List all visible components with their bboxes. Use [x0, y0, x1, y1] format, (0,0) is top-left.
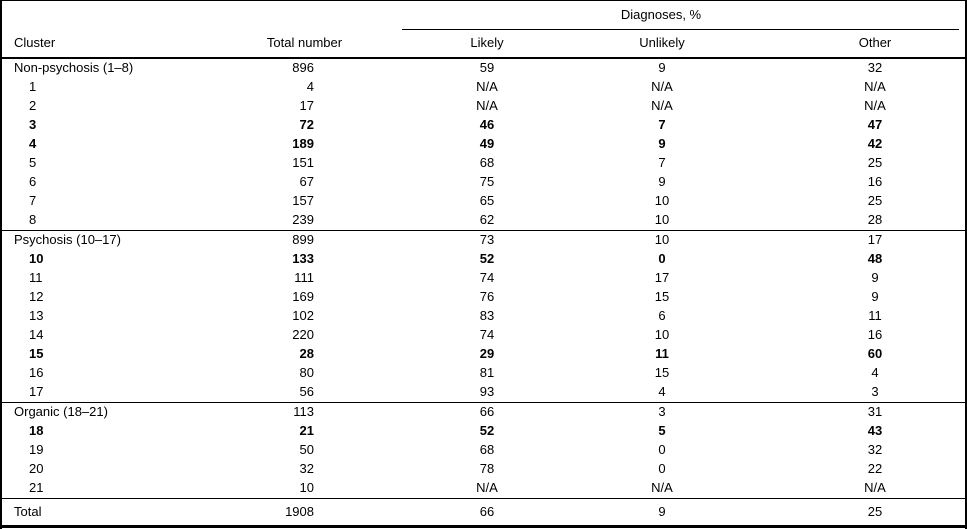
table-row [2, 422, 965, 441]
table-header [2, 1, 965, 58]
total-number-cell: 21 [299, 423, 314, 439]
total-number-cell: 10 [299, 480, 314, 496]
cluster-cell: 1 [29, 79, 37, 95]
cluster-cell: 17 [29, 384, 44, 400]
unlikely-cell: N/A [651, 98, 673, 114]
other-cell: 25 [867, 193, 883, 209]
table-row [2, 154, 965, 173]
unlikely-cell: 10 [654, 193, 670, 209]
table-row [2, 231, 965, 251]
likely-cell: 52 [479, 251, 495, 267]
total-number-cell: 102 [292, 308, 314, 324]
cluster-cell: 5 [29, 155, 37, 171]
unlikely-cell: 9 [658, 136, 666, 152]
other-cell: 17 [752, 231, 965, 251]
other-cell: N/A [864, 98, 886, 114]
other-cell: 32 [867, 442, 883, 458]
other-cell: 9 [871, 289, 879, 305]
cluster-cell: 15 [29, 346, 44, 362]
likely-cell: 29 [479, 346, 495, 362]
table-row [2, 250, 965, 269]
empty-header-cell [202, 1, 357, 30]
unlikely-cell: 0 [658, 251, 666, 267]
column-header-row [2, 30, 965, 58]
other-cell: 16 [867, 174, 883, 190]
table-row [2, 58, 965, 78]
cluster-cell: 4 [29, 136, 37, 152]
other-cell: 25 [752, 499, 965, 527]
other-cell: 47 [867, 117, 883, 133]
column-header-cluster: Cluster [2, 30, 202, 58]
cluster-cell: 7 [29, 193, 37, 209]
cluster-cell: Organic (18–21) [2, 403, 202, 423]
unlikely-cell: N/A [651, 79, 673, 95]
cluster-cell: Total [2, 499, 202, 527]
unlikely-cell: 17 [654, 270, 670, 286]
unlikely-cell: 3 [572, 403, 752, 423]
table-row [2, 192, 965, 211]
cluster-cell: 12 [29, 289, 44, 305]
other-cell: 28 [867, 212, 883, 228]
cluster-cell: 13 [29, 308, 44, 324]
total-number-cell: 899 [202, 231, 357, 251]
unlikely-cell: 15 [654, 365, 670, 381]
cluster-cell: Psychosis (10–17) [2, 231, 202, 251]
table-row [2, 97, 965, 116]
other-cell: 16 [867, 327, 883, 343]
likely-cell: 66 [357, 403, 572, 423]
other-cell: 31 [752, 403, 965, 423]
total-number-cell: 157 [292, 193, 314, 209]
likely-cell: 74 [479, 327, 495, 343]
unlikely-cell: 9 [572, 499, 752, 527]
empty-header-cell [2, 1, 202, 30]
likely-cell: 81 [479, 365, 495, 381]
unlikely-cell: 10 [654, 212, 670, 228]
total-number-cell: 80 [299, 365, 314, 381]
unlikely-cell: 15 [654, 289, 670, 305]
cluster-cell: 14 [29, 327, 44, 343]
other-cell: N/A [864, 79, 886, 95]
total-number-cell: 1908 [202, 499, 357, 527]
other-cell: 4 [871, 365, 879, 381]
likely-cell: 93 [479, 384, 495, 400]
likely-cell: 68 [479, 442, 495, 458]
total-number-cell: 151 [292, 155, 314, 171]
cluster-cell: 10 [29, 251, 44, 267]
likely-cell: 83 [479, 308, 495, 324]
likely-cell: 68 [479, 155, 495, 171]
unlikely-cell: 9 [572, 58, 752, 78]
total-number-cell: 111 [294, 270, 314, 286]
other-cell: 48 [867, 251, 883, 267]
table-row [2, 499, 965, 527]
total-number-cell: 67 [299, 174, 314, 190]
likely-cell: 46 [479, 117, 495, 133]
total-number-cell: 28 [299, 346, 314, 362]
cluster-cell: 18 [29, 423, 44, 439]
table-row [2, 403, 965, 423]
other-cell: 32 [752, 58, 965, 78]
table-row [2, 460, 965, 479]
table-row [2, 479, 965, 499]
unlikely-cell: 10 [572, 231, 752, 251]
likely-cell: 65 [479, 193, 495, 209]
likely-cell: N/A [476, 79, 498, 95]
table-row [2, 135, 965, 154]
cluster-cell: 19 [29, 442, 44, 458]
likely-cell: 62 [479, 212, 495, 228]
total-number-cell: 50 [299, 442, 314, 458]
unlikely-cell: 10 [654, 327, 670, 343]
total-number-cell: 169 [292, 289, 314, 305]
total-number-cell: 239 [292, 212, 314, 228]
diagnoses-group-label: Diagnoses, % [620, 7, 702, 23]
unlikely-cell: 4 [658, 384, 666, 400]
likely-cell: 76 [479, 289, 495, 305]
column-header-total-number: Total number [202, 30, 357, 58]
table-row [2, 326, 965, 345]
other-cell: 60 [867, 346, 883, 362]
other-cell: 43 [867, 423, 883, 439]
other-cell: 11 [868, 308, 882, 324]
unlikely-cell: 7 [658, 155, 666, 171]
likely-cell: 74 [479, 270, 495, 286]
column-header-likely: Likely [357, 30, 572, 58]
group-header-rule [402, 29, 959, 30]
total-number-cell: 189 [292, 136, 314, 152]
likely-cell: 78 [479, 461, 495, 477]
table-row [2, 269, 965, 288]
unlikely-cell: 9 [658, 174, 666, 190]
table-body [2, 58, 965, 527]
cluster-cell: 21 [29, 480, 44, 496]
table-row [2, 383, 965, 403]
table-row [2, 173, 965, 192]
unlikely-cell: 7 [658, 117, 666, 133]
cluster-cell: 6 [29, 174, 37, 190]
unlikely-cell: N/A [651, 480, 673, 496]
other-cell: 22 [867, 461, 883, 477]
column-header-other: Other [752, 30, 965, 58]
other-cell: 42 [867, 136, 883, 152]
other-cell: 9 [871, 270, 879, 286]
likely-cell: 75 [479, 174, 495, 190]
total-number-cell: 4 [306, 79, 314, 95]
cluster-cell: 8 [29, 212, 37, 228]
cluster-cell: 2 [29, 98, 37, 114]
other-cell: N/A [864, 480, 886, 496]
diagnoses-group-header [357, 1, 965, 30]
likely-cell: N/A [476, 98, 498, 114]
table-row [2, 441, 965, 460]
cluster-cell: 3 [29, 117, 37, 133]
unlikely-cell: 0 [658, 461, 666, 477]
clusters-diagnoses-table [2, 1, 965, 528]
table-row [2, 288, 965, 307]
cluster-cell: 16 [29, 365, 44, 381]
likely-cell: 66 [357, 499, 572, 527]
table-row [2, 345, 965, 364]
total-number-cell: 32 [299, 461, 314, 477]
likely-cell: 52 [479, 423, 495, 439]
table-row [2, 211, 965, 231]
table-row [2, 307, 965, 326]
total-number-cell: 896 [202, 58, 357, 78]
cluster-cell: 20 [29, 461, 44, 477]
likely-cell: N/A [476, 480, 498, 496]
total-number-cell: 17 [299, 98, 314, 114]
cluster-cell: Non-psychosis (1–8) [2, 58, 202, 78]
total-number-cell: 72 [299, 117, 314, 133]
total-number-cell: 113 [202, 403, 357, 423]
group-header-row [2, 1, 965, 30]
unlikely-cell: 5 [658, 423, 666, 439]
total-number-cell: 56 [299, 384, 314, 400]
unlikely-cell: 11 [655, 346, 669, 362]
likely-cell: 59 [357, 58, 572, 78]
unlikely-cell: 6 [658, 308, 666, 324]
other-cell: 25 [867, 155, 883, 171]
column-header-unlikely: Unlikely [572, 30, 752, 58]
likely-cell: 49 [479, 136, 495, 152]
table-row [2, 78, 965, 97]
total-number-cell: 220 [292, 327, 314, 343]
table-row [2, 364, 965, 383]
other-cell: 3 [871, 384, 879, 400]
cluster-cell: 11 [29, 270, 43, 286]
total-number-cell: 133 [292, 251, 314, 267]
unlikely-cell: 0 [658, 442, 666, 458]
table-row [2, 116, 965, 135]
likely-cell: 73 [357, 231, 572, 251]
